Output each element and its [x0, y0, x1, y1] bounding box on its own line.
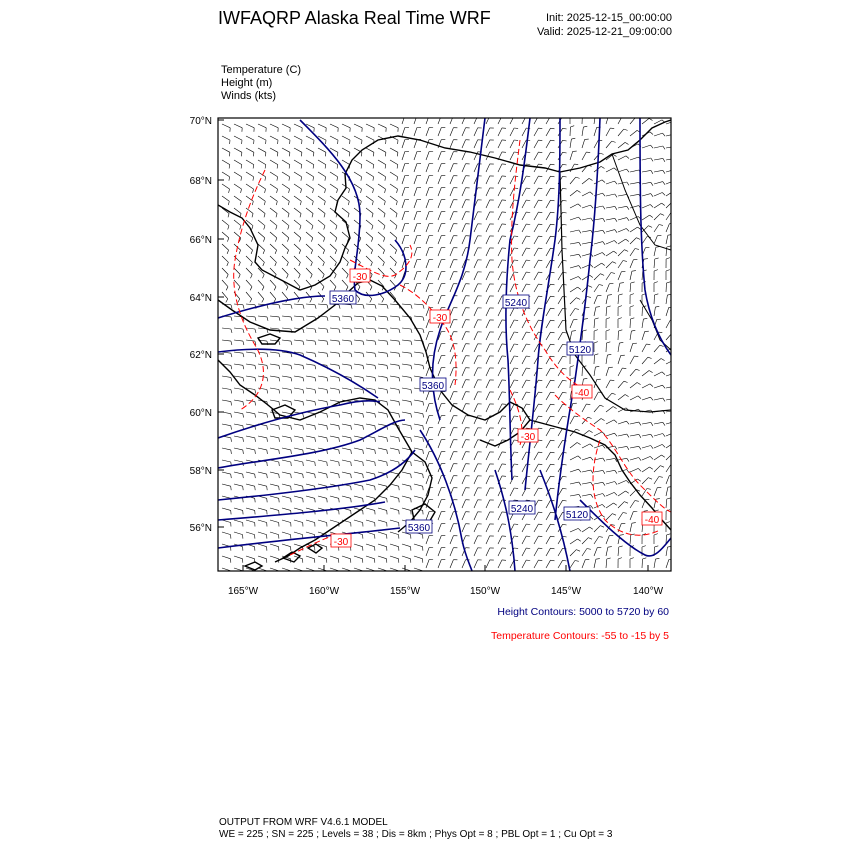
- svg-text:5120: 5120: [565, 510, 589, 521]
- height-contour-label: [330, 291, 356, 305]
- lon-label: 150°W: [469, 586, 501, 597]
- svg-text:-30: -30: [333, 537, 349, 548]
- temperature-contour-label: [572, 385, 592, 399]
- lat-label: 62°N: [189, 350, 212, 361]
- lon-label: 160°W: [308, 586, 340, 597]
- svg-text:-30: -30: [352, 272, 368, 283]
- svg-text:5360: 5360: [331, 294, 355, 305]
- height-contour-label: [567, 342, 593, 356]
- svg-text:5360: 5360: [421, 381, 445, 392]
- height-contour-label: [564, 507, 590, 521]
- svg-text:-30: -30: [520, 432, 536, 443]
- height-contour-label: [406, 520, 432, 534]
- svg-text:5240: 5240: [510, 504, 534, 515]
- valid-time: Valid: 2025-12-21_09:00:00: [537, 26, 672, 38]
- svg-text:5360: 5360: [407, 523, 431, 534]
- lat-label: 60°N: [189, 408, 212, 419]
- lat-label: 68°N: [189, 176, 212, 187]
- height-contour-label: [420, 378, 446, 392]
- temperature-contour-label: [430, 310, 450, 324]
- footer-model: OUTPUT FROM WRF V4.6.1 MODEL: [219, 817, 388, 828]
- lon-label: 165°W: [227, 586, 259, 597]
- height-contour-label: [503, 295, 529, 309]
- lat-label: 66°N: [189, 235, 212, 246]
- svg-text:-40: -40: [574, 388, 590, 399]
- lon-label: 145°W: [550, 586, 582, 597]
- legend-height: Height (m): [221, 77, 273, 89]
- lon-label: 155°W: [389, 586, 421, 597]
- init-time: Init: 2025-12-15_00:00:00: [546, 12, 672, 24]
- svg-text:5120: 5120: [568, 345, 592, 356]
- chart-title: IWFAQRP Alaska Real Time WRF: [218, 8, 491, 28]
- height-contour-note: Height Contours: 5000 to 5720 by 60: [497, 606, 669, 618]
- svg-text:-30: -30: [432, 313, 448, 324]
- height-contour-label: [509, 501, 535, 515]
- temperature-contour-label: [642, 512, 662, 526]
- lat-label: 70°N: [189, 116, 212, 127]
- lat-label: 64°N: [189, 293, 212, 304]
- lon-label: 140°W: [632, 586, 664, 597]
- footer-config: WE = 225 ; SN = 225 ; Levels = 38 ; Dis = 8km ; Phys Opt = 8 ; PBL Opt = 1 ; Cu Opt = 3: [219, 829, 613, 840]
- svg-text:-40: -40: [644, 515, 660, 526]
- temperature-contour-label: [331, 534, 351, 548]
- temperature-contour-label: [518, 429, 538, 443]
- map-plot-area: [218, 114, 677, 575]
- lat-label: 56°N: [189, 523, 212, 534]
- svg-text:5240: 5240: [504, 298, 528, 309]
- temperature-contour-note: Temperature Contours: -55 to -15 by 5: [490, 630, 669, 642]
- legend-winds: Winds (kts): [221, 90, 276, 102]
- legend-temperature: Temperature (C): [221, 64, 302, 76]
- temperature-contour-label: [350, 269, 370, 283]
- lat-label: 58°N: [189, 466, 212, 477]
